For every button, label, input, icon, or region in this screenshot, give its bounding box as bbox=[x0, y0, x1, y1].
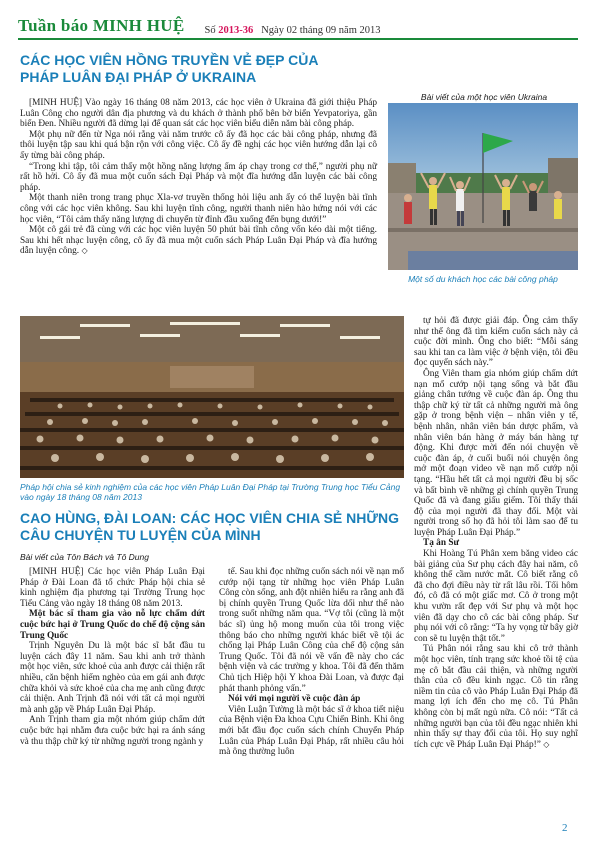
article2-column-2 bbox=[219, 567, 404, 758]
article1-paragraph: [MINH HUỆ] Vào ngày 16 tháng 08 năm 2013, các học viên ở Ukraina đã giới thiệu Pháp Luân Công cho người dân địa phương và du khách ở thành phố bên bờ biển Yevpatoriya, gần biển Đen. Nhiều người đã dừng lại để quan sát các học viên biểu diễn năm bài công pháp. bbox=[20, 98, 377, 130]
article2-column-3 bbox=[414, 316, 578, 750]
article2-subheading: Một bác sĩ tham gia vào nỗ lực chấm dứt cuộc bức hại ở Trung Quốc do chế độ cộng sản Trung Quốc bbox=[20, 609, 205, 641]
article2-subheading: Nói với mọi người về cuộc đàn áp bbox=[228, 694, 361, 705]
article1-title bbox=[20, 52, 420, 86]
article1-paragraph: Một thanh niên trong trang phục Xla-vơ truyền thống hỏi liệu anh ấy có thể luyện bài tĩnh công với các học viên không. Sau khi luyện tĩnh công, người thanh niên hào hứng nói với các học viên, “Tôi cảm thấy năng lượng di chuyển từ đỉnh đầu xuống đến bụng dưới!” bbox=[20, 193, 377, 225]
article2-paragraph: tự hỏi đã được giải đáp. Ông cảm thấy như thể ông đã tìm kiếm cuốn sách này cả cuộc đời mình. Ông cho biết: “Mỗi sáng sau khi tan ca làm việc ở bệnh viện, tôi đều đọc quyển sách này.” bbox=[414, 316, 578, 369]
issue-prefix: Số bbox=[204, 25, 216, 36]
ukraine-photo-caption: Một số du khách học các bài công pháp bbox=[408, 274, 558, 284]
article2-byline: Bài viết của Tôn Bách và Tô Dung bbox=[20, 552, 149, 562]
issue-date: Ngày 02 tháng 09 năm 2013 bbox=[261, 25, 381, 36]
article2-paragraph: Anh Trịnh tham gia một nhóm giúp chấm dứt cuộc bức hại nhằm đưa cuộc bức hại ra ánh sáng và thu thập chữ ký từ những người trong ngành y bbox=[20, 715, 205, 747]
article2-paragraph: Viên Luận Tường là một bác sĩ ở khoa tiết niệu của Bệnh viện Đa khoa Cựu Chiến Binh. Khi ông mới bắt đầu đọc cuốn sách chính Chuyển Pháp Luân của Pháp Luân Đại Pháp, rất nhiều câu hỏi mà ông thường luôn bbox=[219, 704, 404, 758]
auditorium-illustration bbox=[20, 316, 404, 478]
taiwan-photo-caption: Pháp hội chia sẻ kinh nghiệm của các học viên Pháp Luân Đại Pháp tại Trường Trung học Tiểu Cảng vào ngày 18 tháng 08 năm 2013 bbox=[20, 482, 401, 502]
article2-paragraph: Ông Viên tham gia nhóm giúp chấm dứt nạn mổ cướp nội tạng sống và bắt đầu giảng chân tướng về cuộc đàn áp. Ông thu thập chữ ký từ tất cả những người mà ông gặp ở trong bệnh viện – nhân viên y tế, bệnh nhân, nhân viên bán dược phẩm, và nhân viên bán hàng ở máy bán hàng tự động. Khi được mời đến nói chuyện về cuộc đàn áp, ở cuối buổi nói chuyện ông mở một đoạn video về nạn mổ cướp nội tạng. “Hầu hết tất cả mọi người đều bị sốc và bất bình về những gì chính quyền Trung Quốc đã và đang giấu giếm. Tôi thấy thái độ của mọi người đã thay đổi. Một vài người trong số họ đã hỏi tôi làm sao để tu luyện Pháp Luân Đại Pháp.” bbox=[414, 368, 578, 538]
masthead bbox=[18, 14, 578, 36]
article1-body bbox=[20, 98, 377, 257]
taiwan-conference-photo bbox=[20, 316, 404, 478]
article1-title-line1: CÁC HỌC VIÊN HỒNG TRUYỀN VẺ ĐẸP CỦA bbox=[20, 52, 319, 68]
article2-paragraph: tế. Sau khi đọc những cuốn sách nói về nạn mổ cướp nội tạng từ những học viên Pháp Luân Công còn sống, anh đột nhiên hiểu ra rằng anh đã bị chính quyền Trung Quốc lừa dối như thế nào trong suốt những năm qua. “Vợ tôi (cũng là một bác sĩ) ủng hộ mong muốn của tôi trong việc thông báo cho những người khác biết về tội ác chống lại Pháp Luân Công của chế độ cộng sản Trung Quốc. Tôi đã nói về vấn đề này cho các bệnh viện và các trường y khoa. Tôi đã đến thăm Chủ tịch Hiệp hội Y khoa Đài Loan, và được đại phát thanh phỏng vấn.” bbox=[219, 567, 404, 694]
end-mark-icon: ◇ bbox=[81, 246, 88, 256]
article2-paragraph-last bbox=[414, 644, 578, 750]
article2-paragraph: Khi Hoàng Tú Phân xem băng video các bài giảng của Sư phụ cách đây hai năm, cô không thể cầm nước mắt. Cô biết rằng cô đã cho đợi điều này từ rất lâu rồi. Tối hôm đó, cô đã có một giấc mơ. Cô ở trong một khu vườn rất đẹp với Sư phụ và một học viên đã dạy cho cô các bài công pháp. Sư phụ nói với cô rằng: “Ta hy vọng từ bây giờ con sẽ tu luyện thật tốt.” bbox=[414, 549, 578, 644]
outdoor-exercise-illustration bbox=[388, 103, 578, 270]
article2-column-1 bbox=[20, 567, 205, 747]
newsletter-brand: Tuần báo MINH HUỆ bbox=[18, 16, 185, 35]
masthead-divider bbox=[18, 38, 578, 40]
article1-paragraph: Một phụ nữ đến từ Nga nói rằng vài năm trước cô ấy đã học các bài công pháp, nhưng đã thôi luyện tập sau khi quá bận rộn với công việc. Cô ấy đề nghị các học viên hướng dẫn lại cô ấy từng bài công pháp. bbox=[20, 129, 377, 161]
article1-paragraph: “Trong khi tập, tôi cảm thấy một hồng năng lượng ấm áp chạy trong cơ thể,” người phụ nữ rất hồ hởi. Cô ấy đã mua một cuốn sách Đại Pháp và một đĩa hướng dẫn luyện các bài công pháp. bbox=[20, 161, 377, 193]
ukraine-exercise-photo bbox=[388, 103, 578, 270]
page-number: 2 bbox=[562, 822, 568, 834]
article2-title bbox=[20, 510, 410, 544]
article2-paragraph: Trịnh Nguyên Du là một bác sĩ bắt đầu tu luyện cách đây 11 năm. Sau khi anh trở thành một học viên, sức khoẻ của anh được cải thiện rất nhiều, căn bệnh hiếm nghèo của em gái anh được chữa khỏi và sức khoẻ của cha mẹ anh cũng được cải thiện. Anh Trịnh đã nói với tất cả mọi người mà anh gặp về Pháp Luân Đại Pháp. bbox=[20, 641, 205, 715]
article1-paragraph-text: Một cô gái trẻ đã cùng với các học viên luyện 50 phút bài tĩnh công vốn kéo dài một tiếng. Sau khi hết nhạc luyện công, cô ấy đã mua một cuốn sách Pháp Luân Đại Pháp và đĩa hướng dẫn luyện công. bbox=[20, 225, 377, 257]
article1-byline: Bài viết của một học viên Ukraina bbox=[420, 92, 548, 102]
article1-title-line2: PHÁP LUÂN ĐẠI PHÁP Ở UKRAINA bbox=[20, 69, 257, 85]
issue-label bbox=[205, 25, 254, 36]
article2-subheading: Tạ ân Sư bbox=[423, 538, 460, 549]
article2-paragraph: [MINH HUỆ] Các học viên Pháp Luân Đại Pháp ở Đài Loan đã tổ chức Pháp hội chia sẻ kinh nghiệm địa phương tại Trường Trung học Tiểu Cảng vào ngày 18 tháng 08 năm 2013. bbox=[20, 567, 205, 609]
end-mark-icon: ◇ bbox=[543, 739, 550, 749]
article2-title-line2: CÂU CHUYỆN TU LUYỆN CỦA MÌNH bbox=[20, 527, 261, 543]
article1-paragraph-last bbox=[20, 225, 377, 257]
issue-number: 2013-36 bbox=[218, 25, 254, 36]
article2-paragraph-text: Tú Phân nói rằng sau khi cô trở thành một học viên, tính trạng sức khoẻ tồi tệ của mẹ cô bắt đầu cải thiện, và những người thân của cô đều kinh ngạc. Cô tin rằng niềm tin của cô vào Pháp Luân Đại Pháp đã mang lợi ích đến cho mẹ cô. Tú Phân không còn bị mất ngủ nữa. Cô nói: “Tất cả những người bạn của tôi đều ngạc nhiên khi nhìn thấy sự thay đổi của tôi. Họ suy nghĩ tích cực về Pháp Luân Đại Pháp!” bbox=[414, 644, 578, 750]
article2-title-line1: CAO HÙNG, ĐÀI LOAN: CÁC HỌC VIÊN CHIA SẺ NHỮNG bbox=[20, 510, 399, 526]
